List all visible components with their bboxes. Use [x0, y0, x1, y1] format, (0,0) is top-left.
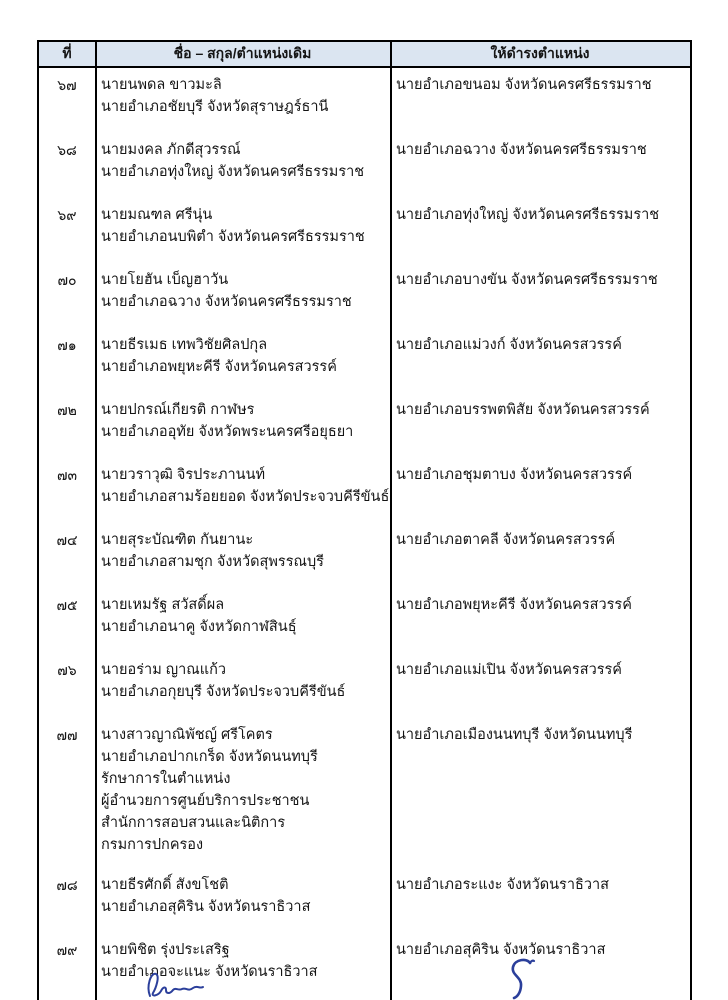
text-line: นายพิชิต รุ่งประเสริฐ [101, 942, 230, 958]
row-number: ๖๘ [57, 142, 77, 158]
row-number-cell [39, 464, 95, 486]
row-number-cell [39, 659, 95, 681]
former-position-cell [95, 204, 390, 248]
header-col-name-former: ชื่อ – สกุล/ตำแหน่งเดิม [173, 45, 312, 61]
table-header [39, 42, 690, 68]
text-line: นายอำเภอสามร้อยยอด จังหวัดประจวบคีรีขันธ์ [101, 489, 390, 505]
text-line: นายอำเภอนาคู จังหวัดกาฬสินธุ์ [101, 619, 297, 635]
row-number-cell [39, 334, 95, 356]
row-number-cell [39, 139, 95, 161]
text-line: นายอำเภอจะแนะ จังหวัดนราธิวาส [101, 964, 318, 980]
text-line: นายอำเภอชัยบุรี จังหวัดสุราษฎร์ธานี [101, 99, 329, 115]
text-line: นายอำเภอระแงะ จังหวัดนราธิวาส [396, 877, 609, 893]
former-position-cell [95, 659, 390, 703]
table-row [39, 464, 690, 529]
former-position-cell [95, 139, 390, 183]
text-line: นายเหมรัฐ สวัสดิ์ผล [101, 597, 225, 613]
column-divider-1 [95, 42, 97, 1000]
former-position-cell [95, 399, 390, 443]
former-position-cell [95, 334, 390, 378]
text-line: นายอำเภอตาคลี จังหวัดนครสวรรค์ [396, 532, 616, 548]
table-row [39, 874, 690, 939]
text-line: นายอำเภออุทัย จังหวัดพระนครศรีอยุธยา [101, 424, 354, 440]
row-number: ๗๗ [56, 727, 78, 743]
former-position-cell [95, 594, 390, 638]
new-position-cell [390, 874, 690, 896]
new-position-cell [390, 139, 690, 161]
row-number: ๗๔ [56, 532, 78, 548]
former-position-cell [95, 529, 390, 573]
text-line: รักษาการในตำแหน่ง [101, 771, 231, 787]
row-number-cell [39, 874, 95, 896]
text-line: นายอำเภอฉวาง จังหวัดนครศรีธรรมราช [101, 294, 352, 310]
text-line: สำนักการสอบสวนและนิติการ [101, 815, 286, 831]
table-row [39, 74, 690, 139]
text-line: นายนพดล ขาวมะลิ [101, 77, 222, 93]
row-number: ๗๖ [57, 662, 77, 678]
handwritten-mark-right [503, 956, 545, 1000]
text-line: นายอำเภอสุคิริน จังหวัดนราธิวาส [101, 899, 311, 915]
new-position-cell [390, 529, 690, 551]
former-position-cell [95, 724, 390, 856]
row-number-cell [39, 74, 95, 96]
text-line: นายอำเภอบรรพตพิสัย จังหวัดนครสวรรค์ [396, 402, 650, 418]
table-row [39, 529, 690, 594]
row-number-cell [39, 529, 95, 551]
text-line: นายอำเภอนบพิตำ จังหวัดนครศรีธรรมราช [101, 229, 365, 245]
row-number: ๗๙ [56, 942, 78, 958]
row-number: ๖๗ [57, 77, 77, 93]
row-number-cell [39, 939, 95, 961]
row-number: ๗๘ [56, 877, 78, 893]
new-position-cell [390, 269, 690, 291]
new-position-cell [390, 464, 690, 486]
table-body [39, 68, 690, 1000]
text-line: นายวราวุฒิ จิรประภานนท์ [101, 467, 266, 483]
new-position-cell [390, 204, 690, 226]
text-line: นายอำเภอเมืองนนทบุรี จังหวัดนนทบุรี [396, 727, 633, 743]
text-line: นายอำเภอแม่วงก์ จังหวัดนครสวรรค์ [396, 337, 622, 353]
table-row [39, 659, 690, 724]
header-col-number: ที่ [62, 45, 72, 61]
row-number: ๗๐ [57, 272, 77, 288]
text-line: นายสุระบัณฑิต กันยานะ [101, 532, 254, 548]
assignment-table [37, 40, 692, 1000]
text-line: นายอำเภอขนอม จังหวัดนครศรีธรรมราช [396, 77, 652, 93]
row-number: ๗๒ [57, 402, 77, 418]
table-row [39, 139, 690, 204]
table-row [39, 204, 690, 269]
former-position-cell [95, 464, 390, 508]
row-number: ๗๓ [56, 467, 78, 483]
text-line: นายธีรศักดิ์ สังขโชติ [101, 877, 229, 893]
text-line: นายอำเภอสามชุก จังหวัดสุพรรณบุรี [101, 554, 324, 570]
table-row [39, 334, 690, 399]
text-line: กรมการปกครอง [101, 837, 204, 853]
text-line: ผู้อำนวยการศูนย์บริการประชาชน [101, 793, 310, 809]
text-line: นายธีรเมธ เทพวิชัยศิลปกุล [101, 337, 268, 353]
handwritten-signature-left [143, 966, 207, 1000]
text-line: นายอำเภอปากเกร็ด จังหวัดนนทบุรี [101, 749, 318, 765]
row-number-cell [39, 399, 95, 421]
former-position-cell [95, 74, 390, 118]
text-line: นายอำเภอชุมตาบง จังหวัดนครสวรรค์ [396, 467, 633, 483]
text-line: นายอำเภอทุ่งใหญ่ จังหวัดนครศรีธรรมราช [396, 207, 660, 223]
text-line: นายอร่าม ญาณแก้ว [101, 662, 226, 678]
text-line: นายมงคล ภักดีสุวรรณ์ [101, 142, 241, 158]
table-row [39, 939, 690, 1000]
text-line: นายอำเภอพยุหะคีรี จังหวัดนครสวรรค์ [101, 359, 337, 375]
former-position-cell [95, 874, 390, 918]
text-line: นายมณฑล ศรีนุ่น [101, 207, 213, 223]
text-line: นายอำเภอทุ่งใหญ่ จังหวัดนครศรีธรรมราช [101, 164, 365, 180]
new-position-cell [390, 334, 690, 356]
former-position-cell [95, 939, 390, 983]
header-col-new-position: ให้ดำรงตำแหน่ง [490, 45, 590, 61]
table-row [39, 594, 690, 659]
new-position-cell [390, 399, 690, 421]
text-line: นายโยฮัน เบ็ญฮาวัน [101, 272, 229, 288]
text-line: นายอำเภอพยุหะคีรี จังหวัดนครสวรรค์ [396, 597, 632, 613]
row-number: ๗๕ [56, 597, 78, 613]
table-row [39, 399, 690, 464]
text-line: นางสาวญาณิพัชญ์ ศรีโคตร [101, 727, 273, 743]
table-row [39, 269, 690, 334]
row-number-cell [39, 204, 95, 226]
new-position-cell [390, 724, 690, 746]
former-position-cell [95, 269, 390, 313]
new-position-cell [390, 659, 690, 681]
row-number-cell [39, 594, 95, 616]
text-line: นายอำเภอแม่เปิน จังหวัดนครสวรรค์ [396, 662, 622, 678]
new-position-cell [390, 594, 690, 616]
text-line: นายอำเภอฉวาง จังหวัดนครศรีธรรมราช [396, 142, 647, 158]
row-number-cell [39, 269, 95, 291]
row-number: ๗๑ [57, 337, 77, 353]
new-position-cell [390, 74, 690, 96]
text-line: นายอำเภอบางขัน จังหวัดนครศรีธรรมราช [396, 272, 658, 288]
row-number-cell [39, 724, 95, 746]
row-number: ๖๙ [57, 207, 77, 223]
column-divider-2 [390, 42, 392, 1000]
text-line: นายปกรณ์เกียรติ กาฬษร [101, 402, 255, 418]
text-line: นายอำเภอกุยบุรี จังหวัดประจวบคีรีขันธ์ [101, 684, 346, 700]
text-line: นายอำเภอสุคิริน จังหวัดนราธิวาส [396, 942, 606, 958]
table-row [39, 724, 690, 874]
